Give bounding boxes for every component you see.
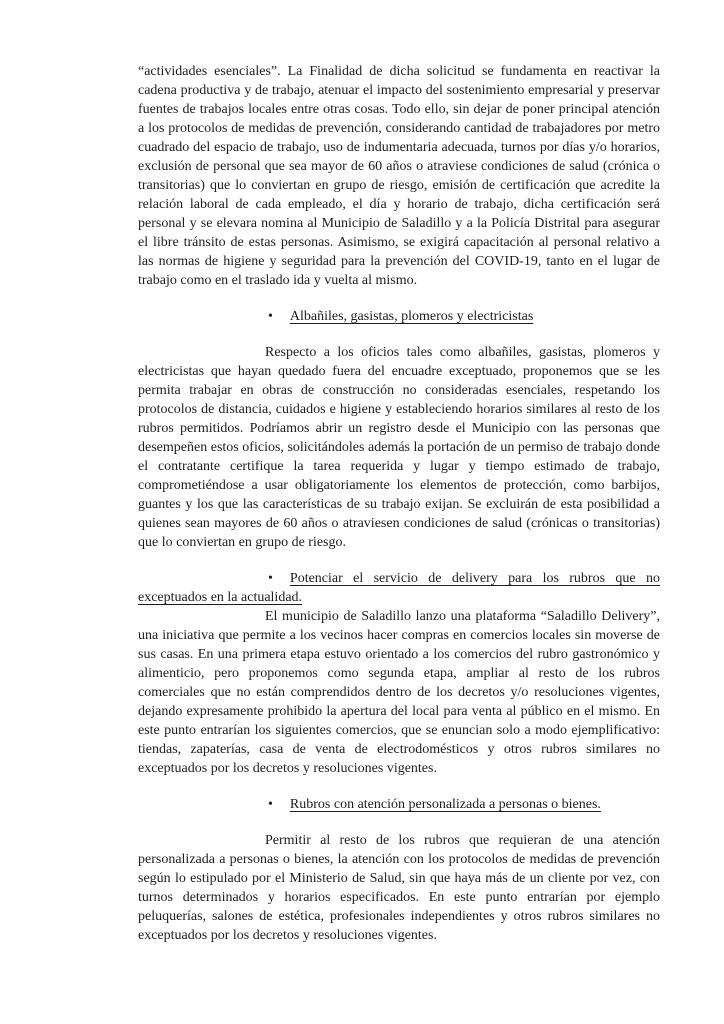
bullet-icon: • — [268, 797, 273, 812]
paragraph-saladillo-delivery: El municipio de Saladillo lanzo una plataforma “Saladillo Delivery”, una iniciativa que permite a los vecinos hacer compras en comercios locales sin moverse de sus casas. En una primera etapa estuvo orientado a los comercios del rubro gastronómico y alimenticio, pero proponemos como segunda etapa, ampliar al resto de los rubros comerciales que no están comprendidos dentro de los decretos y/o resoluciones vigentes, dejando expresamente prohibido la apertura del local para venta al público en el mismo. En este punto entrarían los siguientes comercios, que se enuncian solo a modo ejemplificativo: tiendas, zapaterías, casa de venta de electrodomésticos y otros rubros similares no exceptuados por los decretos y resoluciones vigentes. — [138, 609, 660, 776]
paragraph-oficios: Respecto a los oficios tales como albañiles, gasistas, plomeros y electricistas que hayan quedado fuera del encuadre exceptuado, proponemos que se les permita trabajar en obras de construcción no consideradas esenciales, respetando los protocolos de distancia, cuidados e higiene y estableciendo horarios similares al resto de los rubros permitidos. Podríamos abrir un registro desde el Municipio con las personas que desempeñen estos oficios, solicitándoles además la portación de un permiso de trabajo donde el contratante certifique la tarea requerida y lugar y tiempo estimado de trabajo, comprometiéndose a usar obligatoriamente los elementos de protección, como barbijos, guantes y los que las características de su trabajo exijan. Se excluirán de esta posibilidad a quienes sean mayores de 60 años o atraviesen condiciones de salud (crónicas o transitorias) que lo conviertan en grupo de riesgo. — [138, 345, 660, 550]
bullet-icon: • — [268, 571, 273, 586]
heading-rubros-text: Rubros con atención personalizada a personas o bienes. — [289, 797, 601, 812]
paragraph-actividades-esenciales: “actividades esenciales”. La Finalidad de dicha solicitud se fundamenta en reactivar la cadena productiva y de trabajo, atenuar el impacto del sostenimiento empresarial y preservar fuentes de trabajos locales entre otras cosas. Todo ello, sin dejar de poner principal atención a los protocolos de medidas de prevención, considerando cantidad de trabajadores por metro cuadrado del espacio de trabajo, uso de indumentaria adecuada, turnos por días y/o horarios, exclusión de personal que sea mayor de 60 años o atraviese condiciones de salud (crónica o transitorias) que lo conviertan en grupo de riesgo, emisión de certificación que acredite la relación laboral de cada empleado, el día y horario de trabajo, dicha certificación será personal y se elevara nomina al Municipio de Saladillo y a la Policía Distrital para asegurar el libre tránsito de estas personas. Asimismo, se exigirá capacitación al personal relativo a las normas de higiene y seguridad para la prevención del COVID-19, tanto en el lugar de trabajo como en el traslado ida y vuelta al mismo. — [138, 64, 660, 288]
paragraph-atencion-personalizada: Permitir al resto de los rubros que requieran de una atención personalizada a personas o bienes, la atención con los protocolos de medidas de prevención según lo estipulado por el Ministerio de Salud, sin que haya más de un cliente por vez, con turnos determinados y horarios especificados. En este punto entrarían por ejemplo peluquerías, salones de estética, profesionales independientes y otros rubros similares no exceptuados por los decretos y resoluciones vigentes. — [138, 833, 660, 943]
heading-delivery-text: Potenciar el servicio de delivery para los rubros que no exceptuados en la actualidad. — [138, 571, 660, 605]
bullet-heading-delivery — [138, 569, 660, 607]
bullet-heading-rubros — [138, 795, 660, 814]
heading-albaniles-text: Albañiles, gasistas, plomeros y electricistas — [289, 309, 534, 324]
bullet-heading-albaniles — [138, 307, 660, 326]
bullet-icon: • — [268, 309, 273, 324]
